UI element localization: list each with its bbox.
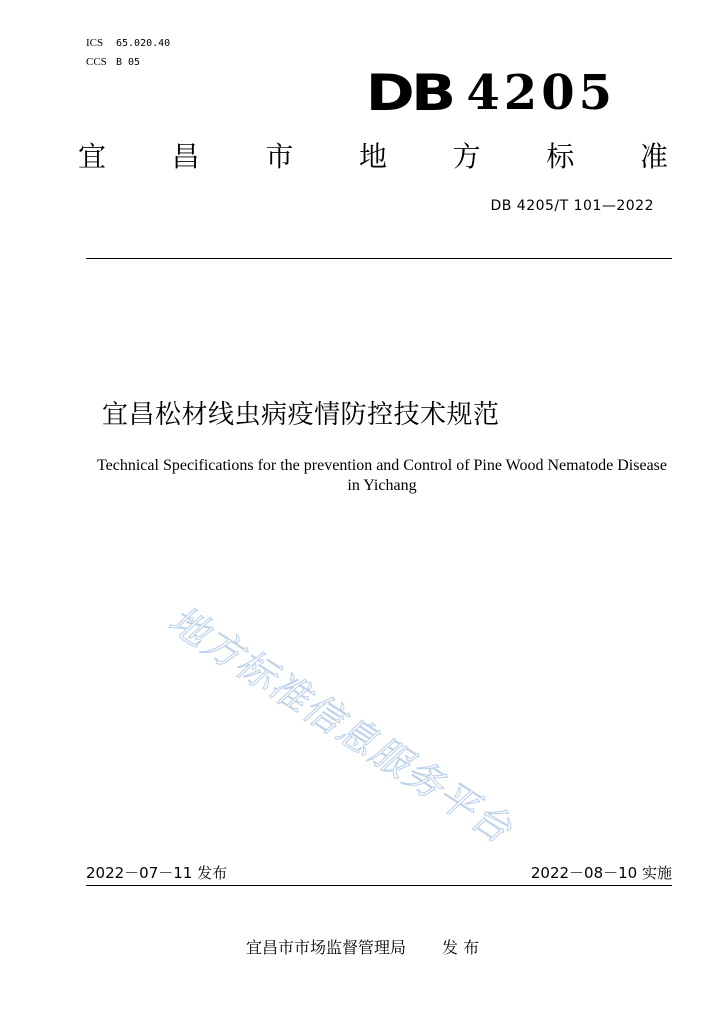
ics-value: 65.020.40: [116, 38, 171, 49]
ccs-value: B 05: [116, 57, 141, 68]
issue-date: 2022－07－11 发布: [86, 864, 228, 882]
standard-type-title: [78, 140, 668, 174]
standard-number: DB 4205/T 101—2022: [490, 198, 654, 214]
standard-type-char: 准: [639, 140, 668, 173]
standard-type-char: 市: [265, 140, 294, 173]
standard-type-char: 方: [452, 140, 481, 173]
implementation-date: 2022－08－10 实施: [530, 864, 672, 882]
db-mark-number: 4205: [466, 65, 616, 121]
document-title-chinese: 宜昌松材线虫病疫情防控技术规范: [102, 400, 500, 430]
publisher-action: 发 布: [442, 938, 480, 957]
publisher-name: 宜昌市市场监督管理局: [246, 938, 407, 957]
publisher-line: [246, 935, 479, 958]
ccs-label: CCS: [86, 56, 107, 68]
db-standard-mark: [365, 62, 616, 122]
standard-type-char: 标: [546, 140, 575, 173]
standard-type-char: 昌: [171, 140, 200, 173]
ccs-code-line: [86, 55, 140, 70]
standard-type-char: 宜: [78, 140, 107, 173]
footer-divider: [86, 885, 672, 886]
watermark: 地方标准信息服务平台: [161, 597, 521, 853]
ics-code-line: [86, 36, 170, 51]
header-divider: [86, 258, 672, 259]
standard-type-char: 地: [358, 140, 387, 173]
ics-label: ICS: [86, 37, 104, 49]
db-mark-letters: DB: [365, 64, 453, 122]
document-title-english: Technical Specifications for the prevention and Control of Pine Wood Nematode Disease in Yichang: [96, 457, 668, 494]
